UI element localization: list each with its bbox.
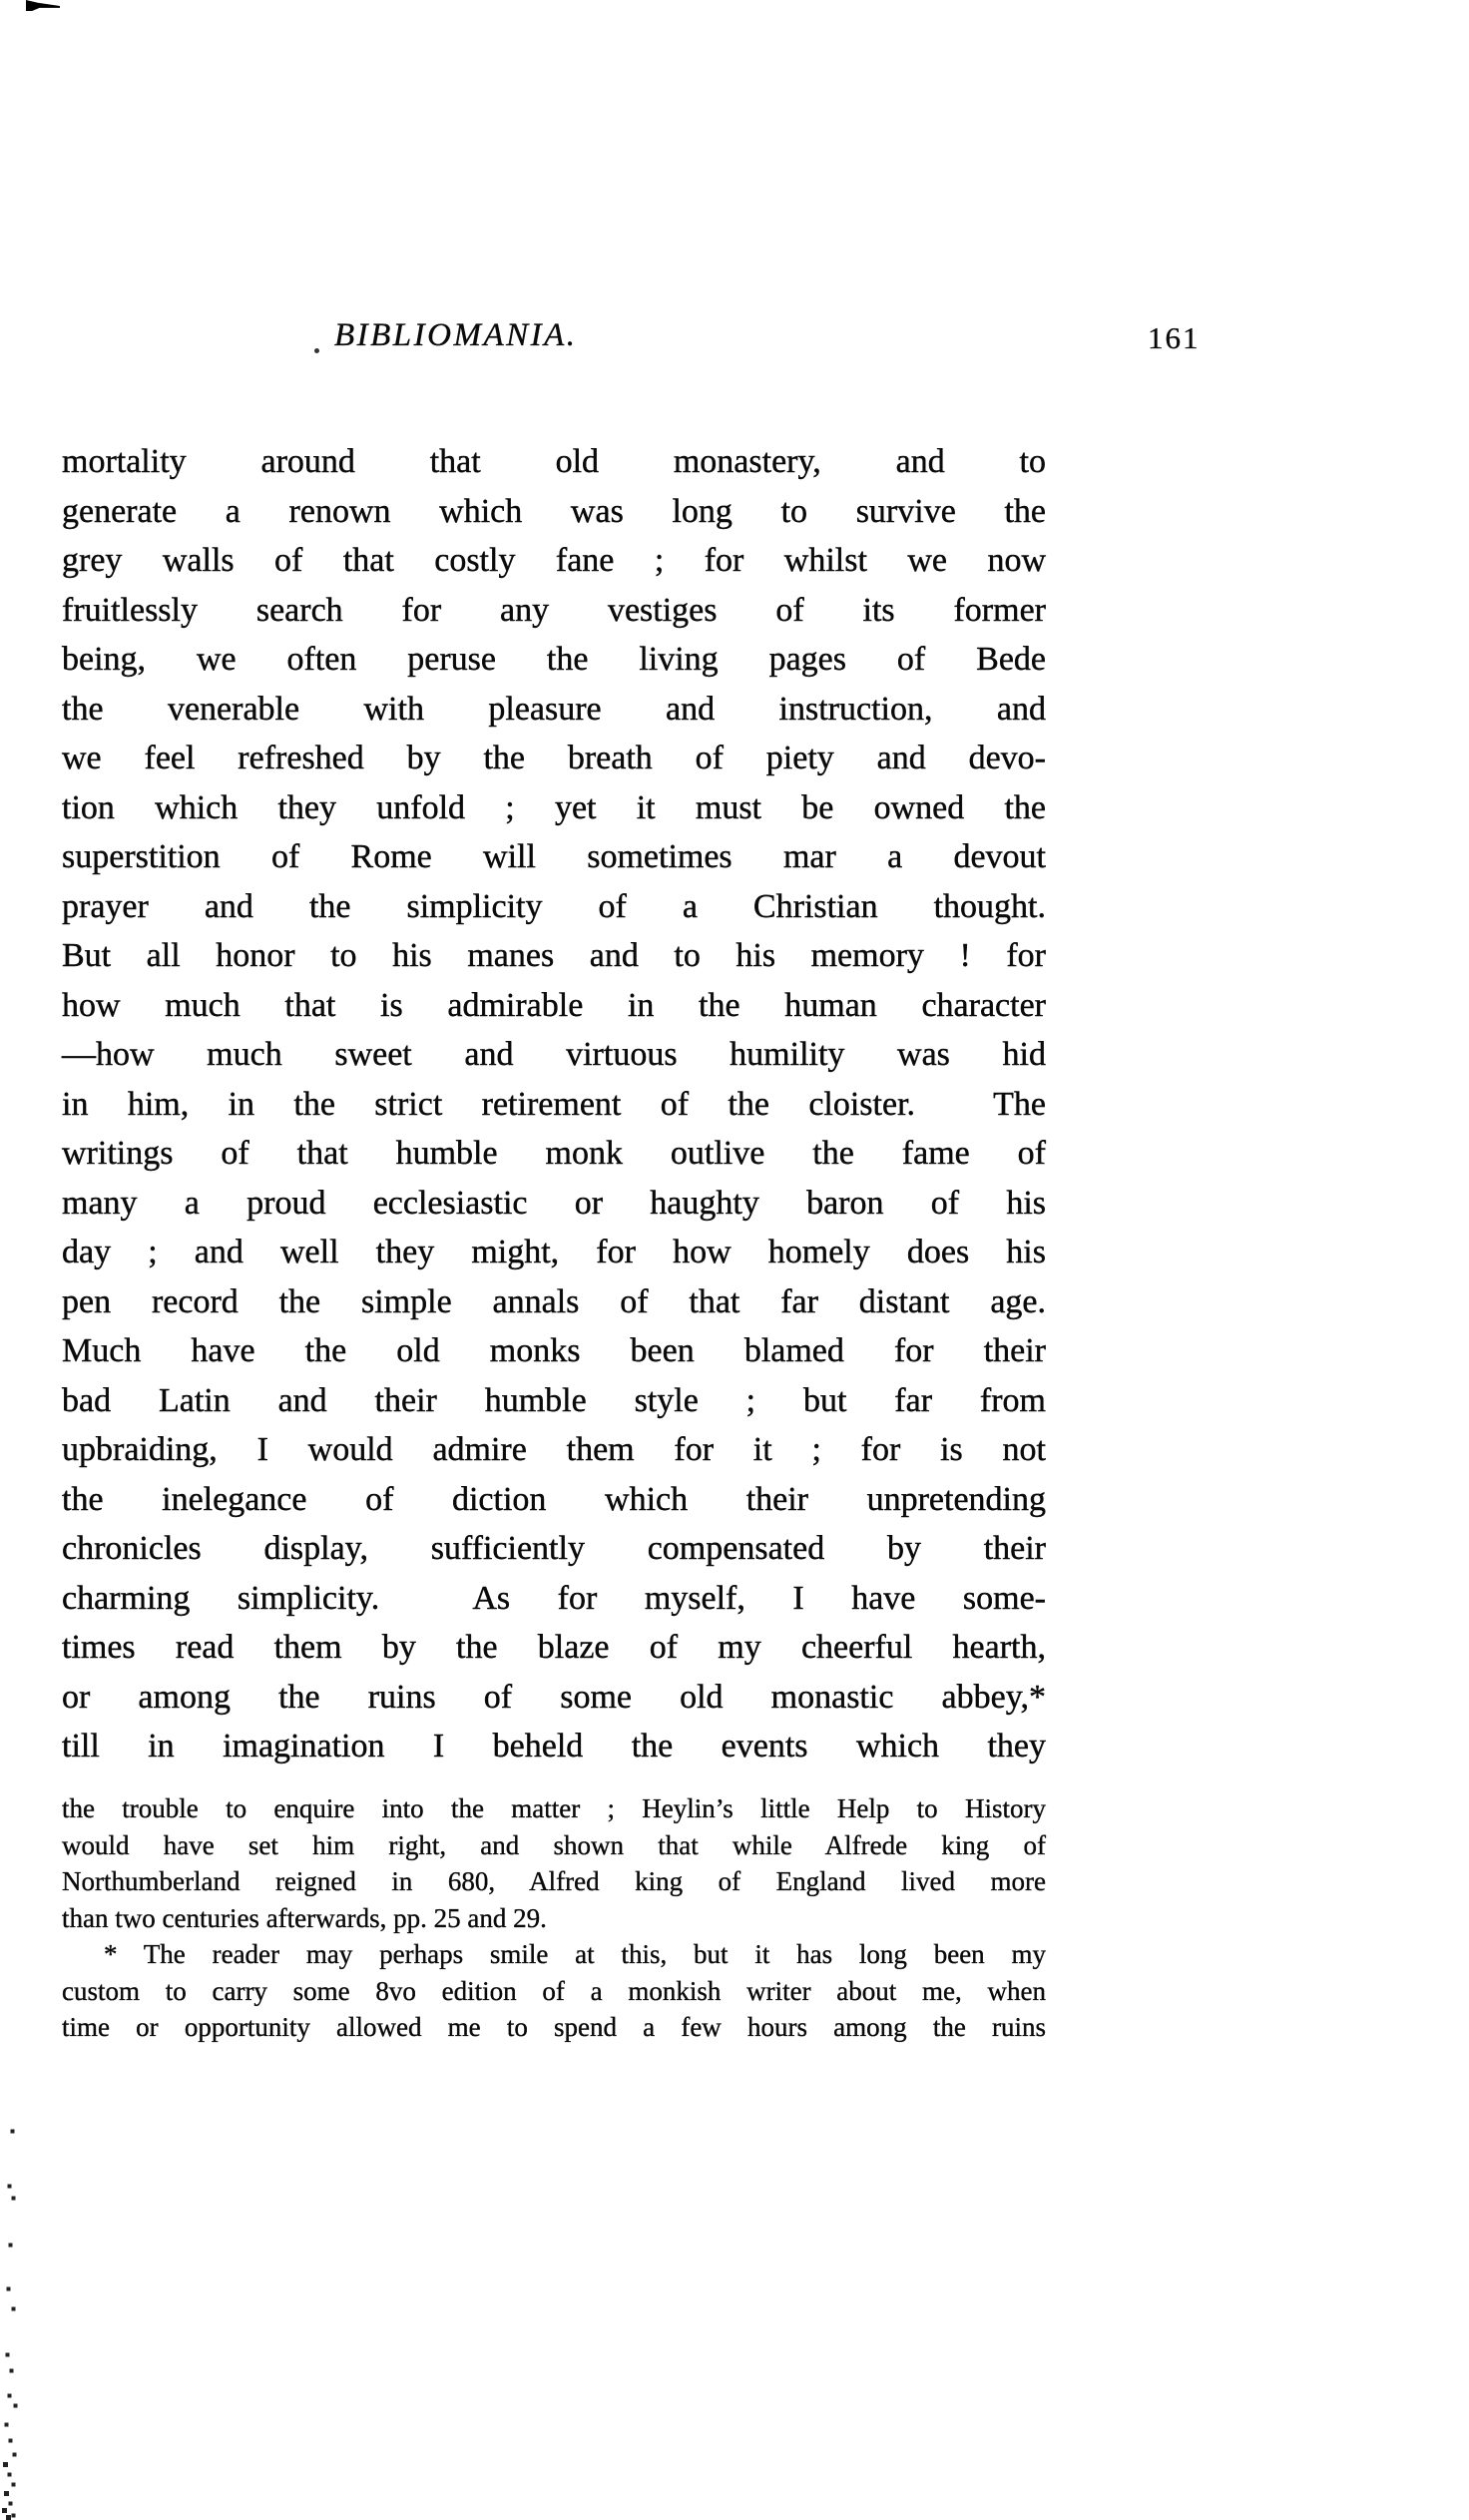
body-line: fruitlessly search for any vestiges of its former <box>62 591 1046 629</box>
body-line: pen record the simple annals of that far distant age. <box>62 1282 1046 1320</box>
body-line: upbraiding, I would admire them for it ; for is not <box>62 1431 1046 1468</box>
scan-edge-speckles <box>0 0 3 3</box>
body-line: —how much sweet and virtuous humility was hid <box>62 1036 1046 1073</box>
body-line: prayer and the simplicity of a Christian thought. <box>62 887 1046 925</box>
page-number: 161 <box>1148 320 1201 355</box>
body-line: bad Latin and their humble style ; but far from <box>62 1381 1046 1419</box>
body-line: the venerable with pleasure and instruction, and <box>62 690 1046 728</box>
body-line: superstition of Rome will sometimes mar a devout <box>62 838 1046 875</box>
body-line: the inelegance of diction which their unpretending <box>62 1480 1046 1518</box>
footnote-line: the trouble to enquire into the matter ; Heylin’s little Help to History <box>62 1793 1046 1823</box>
footnote-line: time or opportunity allowed me to spend a few hours among the ruins <box>62 2012 1046 2042</box>
footnote-line: would have set him right, and shown that while Alfrede king of <box>62 1829 1046 1860</box>
body-line: writings of that humble monk outlive the fame of <box>62 1135 1046 1172</box>
body-line: day ; and well they might, for how homely does his <box>62 1234 1046 1270</box>
body-line: tion which they unfold ; yet it must be owned the <box>62 788 1046 826</box>
footnote-line: than two centuries afterwards, pp. 25 and 29. <box>62 1902 547 1933</box>
footnote-line: * The reader may perhaps smile at this, but it has long been my <box>104 1939 1046 1969</box>
body-line: till in imagination I beheld the events which they <box>62 1728 1046 1764</box>
ink-blot-artifact <box>26 0 60 11</box>
body-line: how much that is admirable in the human character <box>62 986 1046 1024</box>
body-line: times read them by the blaze of my cheerful hearth, <box>62 1629 1046 1666</box>
body-line: or among the ruins of some old monastic abbey,* <box>62 1678 1046 1716</box>
body-line: we feel refreshed by the breath of piety and devo- <box>62 740 1046 776</box>
body-line: charming simplicity. As for myself, I have some- <box>62 1579 1046 1617</box>
body-line: chronicles display, sufficiently compensated by their <box>62 1530 1046 1567</box>
body-line: many a proud ecclesiastic or haughty baron of his <box>62 1184 1046 1222</box>
body-line: But all honor to his manes and to his memory ! for <box>62 937 1046 974</box>
body-line: grey walls of that costly fane ; for whilst we now <box>62 542 1046 579</box>
footnote-text <box>62 1790 1046 2046</box>
running-title: BIBLIOMANIA. <box>334 317 578 353</box>
body-line: in him, in the strict retirement of the cloister. The <box>62 1085 1046 1123</box>
body-line: Much have the old monks been blamed for their <box>62 1332 1046 1369</box>
body-line: being, we often peruse the living pages of Bede <box>62 641 1046 678</box>
footnote-line: custom to carry some 8vo edition of a monkish writer about me, when <box>62 1975 1046 2006</box>
stray-ink-dot <box>314 348 319 353</box>
body-line: generate a renown which was long to survive the <box>62 492 1046 530</box>
body-line: mortality around that old monastery, and to <box>62 443 1046 480</box>
footnote-line: Northumberland reigned in 680, Alfred king of England lived more <box>62 1866 1046 1896</box>
body-text <box>62 437 1046 1771</box>
